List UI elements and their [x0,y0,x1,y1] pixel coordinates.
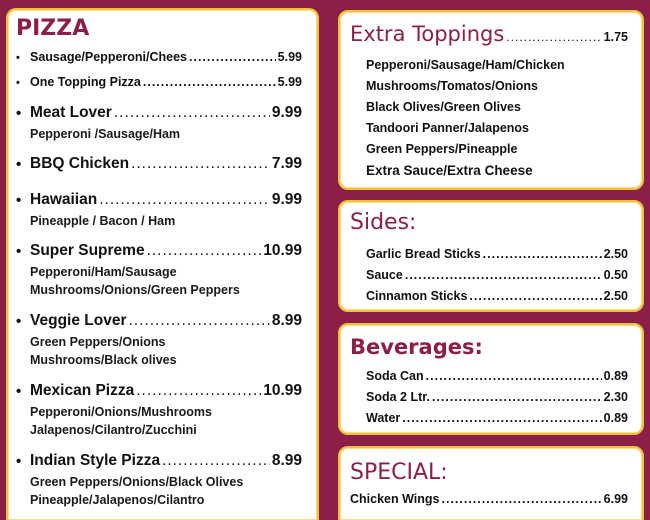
menu-item-one-topping-pizza [30,75,302,89]
menu-item-mexican-pizza [30,382,302,400]
menu-item-sausage-pepperoni-chees [30,50,302,64]
bullet-icon: • [16,105,22,122]
item-name: Water [366,411,401,425]
item-price: 0.89 [603,369,628,383]
bullet-icon: • [16,313,22,330]
sides-heading: Sides: [350,210,417,235]
item-price: 8.99 [271,312,302,329]
item-name: Mexican Pizza [30,382,135,399]
extra-toppings-price: 1.75 [603,30,628,44]
item-price: 5.99 [277,50,302,64]
bullet-icon: • [16,156,22,173]
item-details: Green Peppers/Onions/Black Olives [30,475,244,489]
item-price: 10.99 [263,242,302,259]
topping-line: Tandoori Panner/Jalapenos [366,121,530,135]
menu-item-cinnamon-sticks [366,289,628,303]
bullet-icon: • [16,243,22,260]
menu-item-garlic-bread-sticks [366,247,628,261]
topping-line: Green Peppers/Pineapple [366,142,518,156]
menu-item-meat-lover [30,104,302,122]
item-name: Sausage/Pepperoni/Chees [30,50,188,64]
item-name: Soda 2 Ltr. [366,390,430,404]
item-name: Hawaiian [30,191,98,208]
topping-line: Black Olives/Green Olives [366,100,521,114]
extra-toppings-header [350,22,628,46]
item-name: Indian Style Pizza [30,452,161,469]
item-name: BBQ Chicken [30,155,130,172]
item-details: Green Peppers/Onions [30,335,166,349]
item-name: One Topping Pizza [30,75,141,89]
item-name: Super Supreme [30,242,145,259]
item-name: Garlic Bread Sticks [366,247,481,261]
menu-item-hawaiian [30,191,302,209]
item-details: Mushrooms/Onions/Green Peppers [30,283,240,297]
item-name: Veggie Lover [30,312,127,329]
menu-item-bbq-chicken [30,155,302,173]
item-name: Soda Can [366,369,424,383]
item-price: 10.99 [263,382,302,399]
bullet-icon: • [16,77,20,89]
item-details: Pepperoni /Sausage/Ham [30,127,181,141]
item-price: 9.99 [271,104,302,121]
item-price: 2.50 [603,289,628,303]
bullet-icon: • [16,453,22,470]
item-price: 5.99 [277,75,302,89]
item-price: 8.99 [271,452,302,469]
item-details: Pepperoni/Onions/Mushrooms [30,405,212,419]
topping-line: Pepperoni/Sausage/Ham/Chicken [366,58,565,72]
bullet-icon: • [16,52,20,64]
item-price: 2.50 [603,247,628,261]
beverages-heading: Beverages: [350,335,483,359]
menu-item-soda-can [366,369,628,383]
item-details: Jalapenos/Cilantro/Zucchini [30,423,197,437]
item-price: 0.50 [603,268,628,282]
menu-item-sauce [366,268,628,282]
item-name: Sauce [366,268,403,282]
menu-item-chicken-wings [350,492,628,506]
pizza-panel [6,8,319,520]
bullet-icon: • [16,192,22,209]
item-name: Cinnamon Sticks [366,289,468,303]
special-heading: SPECIAL: [350,460,448,485]
topping-line: Mushrooms/Tomatos/Onions [366,79,538,93]
item-details: Pepperoni/Ham/Sausage [30,265,177,279]
item-price: 2.30 [603,390,628,404]
item-price: 9.99 [271,191,302,208]
menu-item-indian-style-pizza [30,452,302,470]
item-price: 7.99 [271,155,302,172]
beverages-panel [338,323,644,435]
item-details: Pineapple/Jalapenos/Cilantro [30,493,205,507]
extra-toppings-panel [338,10,644,190]
item-name: Chicken Wings [350,492,440,506]
pizza-heading: PIZZA [16,16,90,41]
topping-line: Extra Sauce/Extra Cheese [366,163,533,178]
item-price: 0.89 [603,411,628,425]
item-price: 6.99 [603,492,628,506]
item-name: Meat Lover [30,104,112,121]
special-panel [338,446,644,520]
menu-item-veggie-lover [30,312,302,330]
item-details: Mushrooms/Black olives [30,353,177,367]
bullet-icon: • [16,383,22,400]
extra-toppings-heading: Extra Toppings [350,22,505,46]
menu-item-super-supreme [30,242,302,260]
menu-item-water [366,411,628,425]
item-details: Pineapple / Bacon / Ham [30,214,176,228]
sides-panel [338,200,644,312]
menu-item-soda-2-ltr [366,390,628,404]
